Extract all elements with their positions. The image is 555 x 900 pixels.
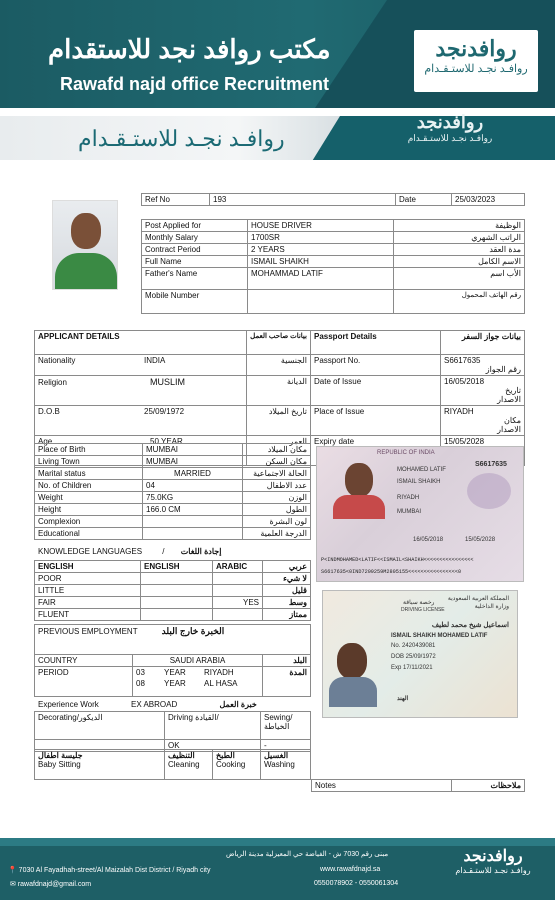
table-row xyxy=(35,331,525,355)
issue-ar: تاريخ الاصدار xyxy=(497,386,521,404)
post-table xyxy=(141,219,525,314)
pp-mrz-1: P<INDMOHAMED<LATIF<<ISMAIL<SHAIKH<<<<<<<<<<<<<<<< xyxy=(321,557,474,563)
skill-sewing-val: - xyxy=(261,740,311,752)
table-row xyxy=(35,492,311,504)
salary-value: 1700SR xyxy=(248,232,394,244)
table-row xyxy=(35,625,311,655)
post-value: HOUSE DRIVER xyxy=(248,220,394,232)
employment-title: PREVIOUS EMPLOYMENT xyxy=(38,627,138,636)
salary-ar: الراتب الشهري xyxy=(394,232,525,244)
education-label: Educational xyxy=(35,528,143,540)
place-issue-label: Place of Issue xyxy=(311,406,441,436)
lic-ministry: وزارة الداخلية xyxy=(474,604,509,610)
lang-fair-ar: وسط xyxy=(263,597,311,609)
lang-fair-ar-val: YES xyxy=(213,597,263,609)
pob-value: MUMBAI xyxy=(143,444,243,456)
skill-cooking-cell xyxy=(213,750,261,780)
period-1-n: 03 xyxy=(136,668,145,677)
lang-head-2: ENGLISH xyxy=(141,561,213,573)
lic-kingdom: المملكة العربية السعودية xyxy=(447,596,509,602)
table-row xyxy=(35,585,311,597)
complexion-value xyxy=(143,516,243,528)
religion-cell xyxy=(35,376,247,406)
skill-washing-ar: الغسيل xyxy=(264,751,289,760)
period-values xyxy=(133,667,263,697)
skill-driving-ok: OK xyxy=(165,740,261,752)
footer-email-text: rawafdnajd@gmail.com xyxy=(17,881,92,888)
footer-website[interactable]: www.rawafdnajd.sa xyxy=(320,866,381,873)
children-label: No. of Children xyxy=(35,480,143,492)
lic-no: No. 2420439081 xyxy=(391,643,436,649)
table-row xyxy=(35,480,311,492)
skill-cooking: Cooking xyxy=(216,760,246,769)
passport-title: Passport Details xyxy=(311,331,441,355)
lic-exp: Exp 17/11/2021 xyxy=(391,665,433,671)
lang-poor-ar: لا شيء xyxy=(263,573,311,585)
period-label: PERIOD xyxy=(35,667,133,697)
ref-no-label: Ref No xyxy=(142,194,210,206)
lang-head-4: عربي xyxy=(263,561,311,573)
passport-title-ar: بيانات جواز السفر xyxy=(441,331,525,355)
pob-ar: مكان الميلاد xyxy=(243,444,311,456)
town-label: Living Town xyxy=(35,456,143,468)
lic-license-en: DRIVING LICENSE xyxy=(401,607,445,613)
notes-label: Notes xyxy=(312,780,452,792)
lang-poor: POOR xyxy=(35,573,141,585)
religion-value: MUSLIM xyxy=(150,377,186,387)
place-issue-value: RIYADH xyxy=(444,407,474,416)
children-ar: عدد الاطفال xyxy=(243,480,311,492)
table-row xyxy=(35,573,311,585)
town-value: MUMBAI xyxy=(143,456,243,468)
table-row xyxy=(142,220,525,232)
marital-label: Marital status xyxy=(35,468,143,480)
lic-name-en: ISMAIL SHAIKH MOHAMED LATIF xyxy=(391,633,488,639)
post-label: Post Applied for xyxy=(142,220,248,232)
personal-table xyxy=(34,443,311,540)
footer-address-en-text: 7030 Al Fayadhah-street/Al Maizalah Dist District / Riyadh city xyxy=(18,867,211,874)
passport-no-ar: رقم الجواز xyxy=(485,365,521,374)
table-row xyxy=(35,561,311,573)
lang-little: LITTLE xyxy=(35,585,141,597)
languages-title: KNOWLEDGE LANGUAGES xyxy=(38,547,143,556)
lic-license: رخصة سياقة xyxy=(403,600,435,606)
applicant-title: APPLICANT DETAILS xyxy=(35,331,247,355)
period-line-1 xyxy=(136,668,259,677)
header-title-en: Rawafd najd office Recruitment xyxy=(60,74,330,94)
table-row xyxy=(35,750,311,780)
weight-label: Weight xyxy=(35,492,143,504)
issue-label: Date of Issue xyxy=(311,376,441,406)
father-ar: الأب اسم xyxy=(394,268,525,290)
name-ar: الاسم الكامل xyxy=(394,256,525,268)
date-value: 25/03/2023 xyxy=(452,194,525,206)
nationality-value: INDIA xyxy=(144,356,166,365)
table-row xyxy=(35,504,311,516)
table-row xyxy=(35,667,311,697)
lang-fluent: FLUENT xyxy=(35,609,141,621)
skill-babysitting-ar: جليسة اطفال xyxy=(38,751,83,760)
table-row xyxy=(35,609,311,621)
skill-babysitting-cell xyxy=(35,750,165,780)
lang-fair: FAIR xyxy=(35,597,141,609)
period-2-unit: YEAR xyxy=(164,679,186,688)
lang-fluent-ar: ممتاز xyxy=(263,609,311,621)
expiry-label: Expiry date xyxy=(311,436,441,466)
table-row xyxy=(35,456,311,468)
table-row xyxy=(35,355,525,376)
place-issue-cell xyxy=(441,406,525,436)
expiry-value: 15/05/2028 xyxy=(444,437,485,446)
passport-scan xyxy=(316,446,524,582)
lic-nat: الهند xyxy=(397,696,409,702)
experience-value: EX ABROAD xyxy=(131,700,178,709)
table-row xyxy=(35,712,311,740)
mobile-label: Mobile Number xyxy=(142,290,248,314)
logo-text-2: روافـد نجـد للاستـقـدام xyxy=(407,133,493,143)
lang-fair-en xyxy=(141,597,213,609)
experience-label: Experience Work xyxy=(38,700,99,709)
logo-text: روافـد نجـد للاستـقـدام xyxy=(424,63,528,75)
issue-cell xyxy=(441,376,525,406)
contract-value: 2 YEARS xyxy=(248,244,394,256)
table-row xyxy=(142,244,525,256)
banner-logo xyxy=(388,112,512,156)
dob-cell xyxy=(35,406,247,436)
footer-logo xyxy=(440,846,546,892)
pob-label: Place of Birth xyxy=(35,444,143,456)
lic-dob: DOB 25/09/1972 xyxy=(391,654,436,660)
nationality-cell xyxy=(35,355,247,376)
license-scan xyxy=(322,590,518,718)
languages-title-row xyxy=(38,547,221,556)
languages-slash: / xyxy=(162,547,165,556)
complexion-ar: لون البشرة xyxy=(243,516,311,528)
period-line-2 xyxy=(136,679,259,688)
passport-no-cell-2 xyxy=(441,355,525,376)
pp-surname: MOHAMED LATIF xyxy=(397,467,446,473)
name-value: ISMAIL SHAIKH xyxy=(248,256,394,268)
table-row xyxy=(142,290,525,314)
education-ar: الدرجة العلمية xyxy=(243,528,311,540)
dob-label: D.O.B xyxy=(38,407,60,416)
country-ar: البلد xyxy=(263,655,311,667)
mail-icon: ✉ xyxy=(10,881,16,888)
table-row xyxy=(35,655,311,667)
skill-cleaning: Cleaning xyxy=(168,760,200,769)
passport-no-value: S6617635 xyxy=(444,356,481,365)
father-label: Father's Name xyxy=(142,268,248,290)
ref-table xyxy=(141,193,525,206)
lang-poor-ar-val xyxy=(213,573,263,585)
skill-washing: Washing xyxy=(264,760,295,769)
country-value: SAUDI ARABIA xyxy=(133,655,263,667)
languages-table xyxy=(34,560,311,621)
notes-ar: ملاحظات xyxy=(452,780,525,792)
dob-ar: تاريخ الميلاد xyxy=(247,406,311,436)
age-value: 50 YEAR xyxy=(150,437,183,446)
period-2-place: AL HASA xyxy=(204,679,238,688)
passport-no-cell xyxy=(311,355,441,376)
pp-place: RIYADH xyxy=(397,495,420,501)
pp-hologram xyxy=(467,473,511,509)
footer-logo-mark: روافدنجد xyxy=(463,848,523,865)
skill-driving-cell xyxy=(165,712,261,740)
pp-expiry: 15/05/2028 xyxy=(465,537,496,543)
weight-ar: الوزن xyxy=(243,492,311,504)
post-ar: الوظيفة xyxy=(394,220,525,232)
applicant-title-ar: بيانات صاحب العمل xyxy=(247,331,311,355)
lang-head-3: ARABIC xyxy=(213,561,263,573)
pp-city: MUMBAI xyxy=(397,509,421,515)
period-1-unit: YEAR xyxy=(164,668,186,677)
religion-ar: الديانة xyxy=(247,376,311,406)
dob-value: 25/09/1972 xyxy=(144,407,185,416)
height-label: Height xyxy=(35,504,143,516)
lic-name-ar: اسماعيل شيخ محمد لطيف xyxy=(431,622,509,629)
pp-issue: 16/05/2018 xyxy=(413,537,444,543)
salary-label: Monthly Salary xyxy=(142,232,248,244)
skill-babysitting: Baby Sitting xyxy=(38,760,81,769)
mobile-value xyxy=(248,290,394,314)
header-title-ar: مكتب روافد نجد للاستقدام xyxy=(48,34,331,64)
nationality-label: Nationality xyxy=(38,356,76,365)
marital-ar: الحالة الاجتماعية xyxy=(243,468,311,480)
skills-table-2 xyxy=(34,749,311,780)
pp-country: REPUBLIC OF INDIA xyxy=(377,450,435,456)
skill-driving: Driving xyxy=(168,713,193,722)
contract-ar: مدة العقد xyxy=(394,244,525,256)
table-row xyxy=(142,232,525,244)
table-row xyxy=(312,780,525,792)
age-label: Age xyxy=(38,437,53,446)
lang-little-en xyxy=(141,585,213,597)
banner-title: روافـد نجـد للاستـقـدام xyxy=(78,126,285,151)
logo-mark-2: روافدنجد xyxy=(416,112,484,132)
footer-email[interactable] xyxy=(10,880,91,888)
skill-cleaning-ar: التنظيف xyxy=(168,751,195,760)
skill-decorating: Decorating/الديكور xyxy=(35,712,165,740)
employment-table xyxy=(34,624,311,655)
lang-poor-en xyxy=(141,573,213,585)
employment-title-cell xyxy=(35,625,311,655)
lang-fluent-en xyxy=(141,609,213,621)
table-row xyxy=(142,256,525,268)
skill-cleaning-cell xyxy=(165,750,213,780)
height-ar: الطول xyxy=(243,504,311,516)
applicant-photo xyxy=(52,200,118,290)
marital-value: MARRIED xyxy=(143,468,243,480)
skill-washing-cell xyxy=(261,750,311,780)
experience-row xyxy=(38,700,308,709)
contract-label: Contract Period xyxy=(142,244,248,256)
pp-mrz-2: S6617635<0IND7209259M2805155<<<<<<<<<<<<<<<<0 xyxy=(321,569,462,575)
father-value: MOHAMMAD LATIF xyxy=(248,268,394,290)
complexion-label: Complexion xyxy=(35,516,143,528)
footer-address-ar: مبنى رقم 7030 ش - الفياضة حي المعيزلية مدينة الرياض xyxy=(226,851,389,858)
lang-fluent-ar-val xyxy=(213,609,263,621)
ref-no: 193 xyxy=(210,194,396,206)
languages-title-ar: إجادة اللغات xyxy=(180,547,222,556)
mobile-ar: رقم الهاتف المحمول xyxy=(394,290,525,314)
table-row xyxy=(35,597,311,609)
employment-title-ar: الخبرة خارج البلد xyxy=(161,626,225,636)
children-value: 04 xyxy=(143,480,243,492)
lang-head-1: ENGLISH xyxy=(35,561,141,573)
location-icon: 📍 xyxy=(8,867,17,874)
weight-value: 75.0KG xyxy=(143,492,243,504)
pp-given: ISMAIL SHAIKH xyxy=(397,479,441,485)
height-value: 166.0 CM xyxy=(143,504,243,516)
date-label: Date xyxy=(396,194,452,206)
period-1-place: RIYADH xyxy=(204,668,234,677)
country-label: COUNTRY xyxy=(35,655,133,667)
pp-number: S6617635 xyxy=(475,461,507,468)
footer-phones: 0550078902 - 0550061304 xyxy=(314,880,399,887)
table-row xyxy=(35,376,525,406)
header-logo xyxy=(414,30,538,92)
religion-label: Religion xyxy=(38,378,67,387)
age-ar: العمر xyxy=(247,436,311,466)
period-table xyxy=(34,654,311,697)
footer-address-en xyxy=(8,866,210,874)
table-row xyxy=(35,528,311,540)
name-label: Full Name xyxy=(142,256,248,268)
issue-value: 16/05/2018 xyxy=(444,377,485,386)
table-row xyxy=(35,444,311,456)
table-row xyxy=(35,468,311,480)
table-row xyxy=(35,516,311,528)
table-row xyxy=(35,406,525,436)
table-row xyxy=(142,268,525,290)
nationality-ar: الجنسية xyxy=(247,355,311,376)
place-issue-ar: مكان الاصدار xyxy=(497,416,521,434)
skill-cooking-ar: الطبخ xyxy=(216,751,235,760)
footer-logo-text: روافـد نجـد للاستـقـدام xyxy=(455,866,531,875)
skill-driving-ar: القيادة/ xyxy=(195,713,219,722)
skills-table xyxy=(34,711,311,752)
education-value xyxy=(143,528,243,540)
lang-little-ar: قليل xyxy=(263,585,311,597)
skill-sewing: Sewing/ الخياطة xyxy=(261,712,311,740)
experience-ar: خبرة العمل xyxy=(219,700,257,709)
notes-table xyxy=(311,779,525,792)
lang-little-ar-val xyxy=(213,585,263,597)
passport-no-label: Passport No. xyxy=(314,356,361,365)
town-ar: مكان السكن xyxy=(243,456,311,468)
period-ar: المدة xyxy=(263,667,311,697)
period-2-n: 08 xyxy=(136,679,145,688)
logo-mark: روافدنجد xyxy=(435,36,517,61)
